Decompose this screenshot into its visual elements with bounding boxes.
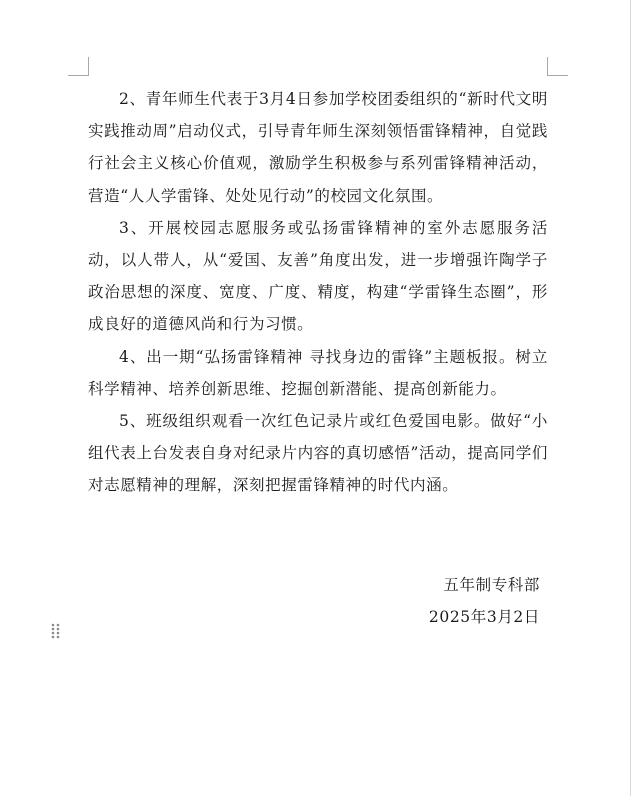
paragraph-item-2[interactable]: 2、青年师生代表于3月4日参加学校团委组织的“新时代文明实践推动周”启动仪式，引导青年师生深刻领悟雷锋精神，自觉践行社会主义核心价值观，激励学生积极参与系列雷锋精神活动，营造“人人学雷锋、处处见行动”的校园文化氛围。 [88,90,548,205]
top-left-crop-mark [68,57,89,76]
signature-date[interactable]: 2025年3月2日 [428,608,540,626]
top-right-crop-mark [547,57,568,76]
document-body[interactable] [88,83,548,502]
signature-block [360,569,540,633]
drag-handle-icon[interactable] [51,623,61,639]
paragraph-item-5[interactable]: 5、班级组织观看一次红色记录片或红色爱国电影。做好“小组代表上台发表自身对纪录片内容的真切感悟”活动，提高同学们对志愿精神的理解，深刻把握雷锋精神的时代内涵。 [88,412,548,495]
signature-department[interactable]: 五年制专科部 [443,576,540,594]
paragraph-item-4[interactable]: 4、出一期“弘扬雷锋精神 寻找身边的雷锋”主题板报。树立科学精神、培养创新思维、挖掘创新潜能、提高创新能力。 [88,347,548,398]
paragraph-item-3[interactable]: 3、开展校园志愿服务或弘扬雷锋精神的室外志愿服务活动，以人带人，从“爱国、友善”角度出发，进一步增强许陶学子政治思想的深度、宽度、广度、精度，构建“学雷锋生态圈”，形成良好的道德风尚和行为习惯。 [88,218,548,334]
